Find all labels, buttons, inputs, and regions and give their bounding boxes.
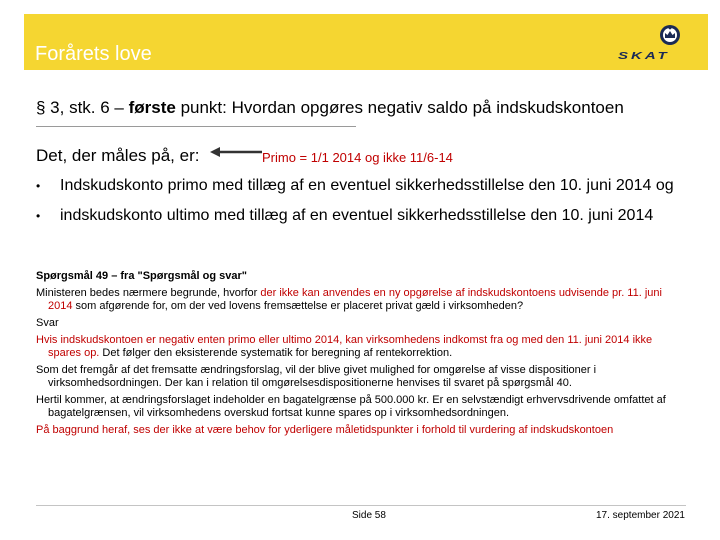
header-banner bbox=[24, 14, 708, 70]
answer-label: Svar bbox=[36, 317, 59, 329]
qa-section bbox=[36, 270, 688, 441]
title-divider bbox=[36, 126, 356, 127]
slide-title: § 3, stk. 6 – første punkt: Hvordan opgøres negativ saldo på indskudskontoen bbox=[36, 98, 624, 117]
bullet-marker: • bbox=[36, 179, 41, 193]
presentation-title: Forårets love bbox=[35, 43, 152, 65]
qa-paragraph: Hertil kommer, at ændringsforslaget indeholder en bagatelgrænse på 500.000 kr. Er en selvstændigt erhvervsdrivende omfattet af bagatelgrænsen, vil virksomhedens overskud fortsat kunne spares op i virksomhedsordningen. bbox=[36, 394, 666, 419]
qa-conclusion: På baggrund heraf, ses der ikke at være behov for yderligere måletidspunkter i forhold til vurdering af indskudskontoen bbox=[36, 424, 614, 436]
bullet-marker: • bbox=[36, 209, 41, 223]
title-emphasis: første bbox=[128, 98, 176, 117]
footer-divider bbox=[36, 505, 686, 506]
footer-date: 17. september 2021 bbox=[596, 510, 685, 521]
logo-wordmark: SKAT bbox=[618, 50, 670, 62]
crown-icon bbox=[658, 22, 682, 46]
qa-question: Ministeren bedes nærmere begrunde, hvorfor der ikke kan anvendes en ny opgørelse af indskudskontoens udvisende pr. 11. juni 2014 som afgørende for, om der ved lovens fremsættelse er placeret privat gæld i virksomheden? bbox=[36, 287, 662, 312]
list-item: • indskudskonto ultimo med tillæg af en eventuel sikkerhedsstillelse den 10. juni 2014 bbox=[36, 207, 654, 224]
qa-paragraph: Som det fremgår af det fremsatte ændringsforslag, vil der blive givet mulighed for omgørelse af visse dispositioner i virksomhedsordningen. Der kan i relation til omgørelsesdispositionerne henvises til svaret på spørgsmål 40. bbox=[36, 364, 597, 389]
qa-heading: Spørgsmål 49 – fra "Spørgsmål og svar" bbox=[36, 270, 247, 282]
arrow-icon bbox=[208, 142, 264, 158]
page-number: Side 58 bbox=[352, 510, 386, 521]
qa-answer: Hvis indskudskontoen er negativ enten primo eller ultimo 2014, kan virksomhedens indkomst fra og med den 11. juni 2014 ikke spares op. Det følger den eksisterende systematik for beregning af rentekorrektion. bbox=[36, 334, 653, 359]
skat-logo bbox=[618, 20, 688, 66]
primo-note: Primo = 1/1 2014 og ikke 11/6-14 bbox=[262, 150, 453, 165]
list-item: • Indskudskonto primo med tillæg af en eventuel sikkerhedsstillelse den 10. juni 2014 og bbox=[36, 177, 674, 194]
bullet-list bbox=[36, 176, 696, 236]
measure-label: Det, der måles på, er: bbox=[36, 146, 200, 165]
